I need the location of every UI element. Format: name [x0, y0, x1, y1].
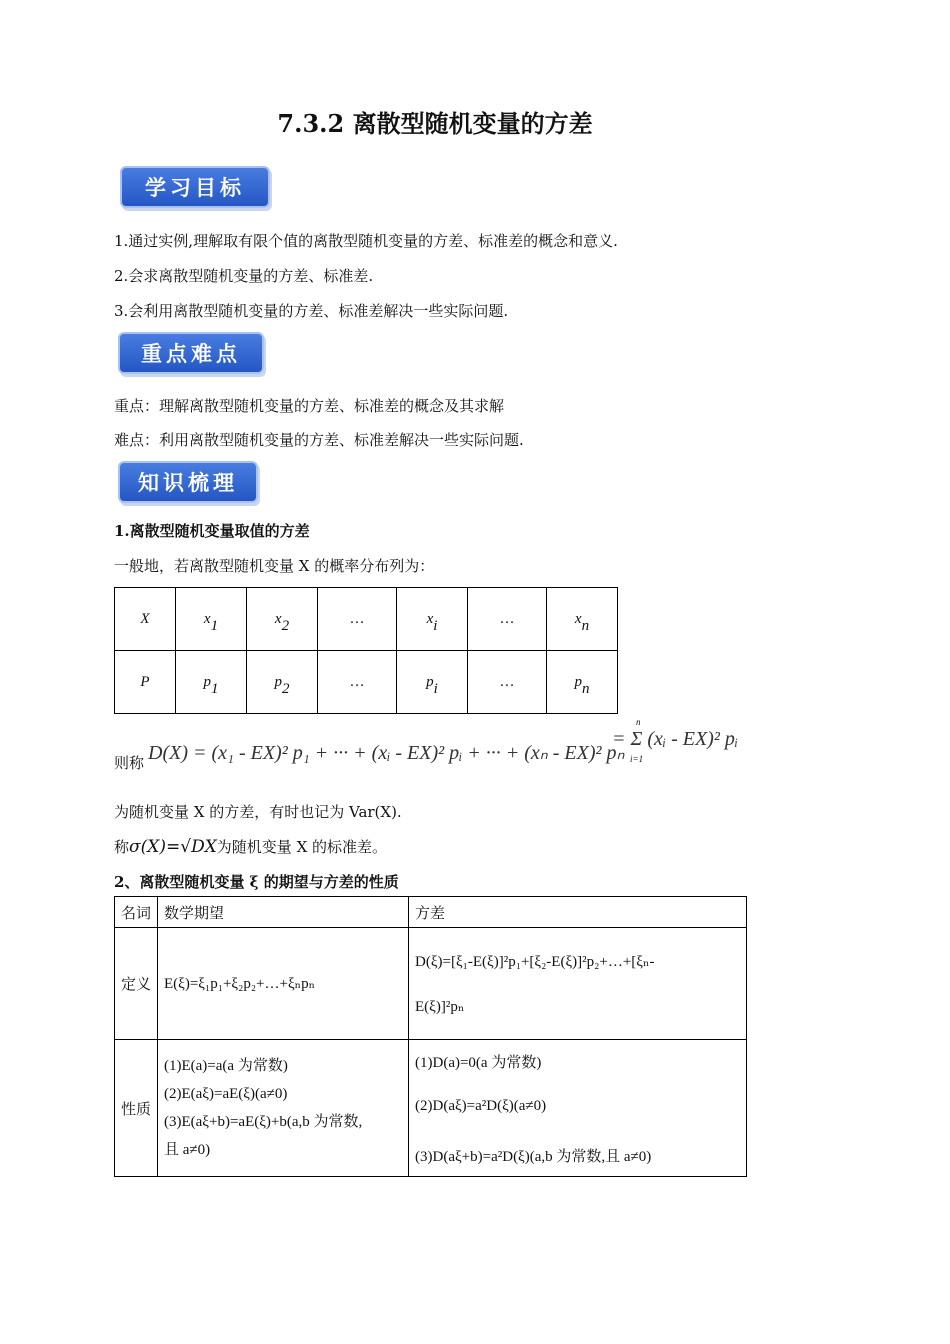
badge-learning-goals: 学习目标	[120, 166, 270, 208]
header-expectation: 数学期望	[158, 897, 409, 928]
table-header-row	[115, 897, 747, 928]
std-prefix: 称	[114, 838, 130, 856]
sum-lower-limit: i=1	[630, 754, 644, 764]
properties-variance: (1)D(a)=0(a 为常数) (2)D(aξ)=a²D(ξ)(a≠0) (3)D(aξ+b)=a²D(ξ)(a,b 为常数,且 a≠0)	[409, 1040, 747, 1177]
goal-3: 3.会利用离散型随机变量的方差、标准差解决一些实际问题.	[114, 302, 509, 320]
definition-variance: D(ξ)=[ξ₁-E(ξ)]²p₁+[ξ₂-E(ξ)]²p₂+…+[ξₙ- E(ξ)]²pₙ	[409, 928, 747, 1040]
cell-p-ellipsis-2: …	[468, 651, 547, 714]
row-label-properties: 性质	[115, 1040, 158, 1177]
table-row-p	[115, 651, 618, 714]
cell-x-ellipsis-1: …	[318, 588, 397, 651]
cell-pi: pi	[397, 651, 468, 714]
row-label-p: P	[115, 651, 176, 714]
std-formula: σ(X)=√DX	[129, 837, 217, 857]
cell-p2: p2	[247, 651, 318, 714]
difficult-point: 难点：利用离散型随机变量的方差、标准差解决一些实际问题.	[114, 431, 524, 449]
row-label-x: X	[115, 588, 176, 651]
table-row-properties	[115, 1040, 747, 1177]
cell-p-ellipsis-1: …	[318, 651, 397, 714]
goal-2: 2.会求离散型随机变量的方差、标准差.	[114, 267, 374, 285]
definition-expectation: E(ξ)=ξ₁p₁+ξ₂p₂+…+ξₙpₙ	[158, 928, 409, 1040]
badge-knowledge-summary: 知识梳理	[118, 461, 258, 503]
distribution-table	[114, 587, 618, 714]
cell-pn: pn	[547, 651, 618, 714]
table-row-definition	[115, 928, 747, 1040]
sum-upper-limit: n	[636, 717, 641, 727]
section1-heading: 1.离散型随机变量取值的方差	[114, 522, 310, 540]
goal-1: 1.通过实例,理解取有限个值的离散型随机变量的方差、标准差的概念和意义.	[114, 232, 618, 250]
variance-sum-formula: = Σ (xᵢ - EX)² pᵢ	[612, 728, 738, 750]
cell-x1: x1	[176, 588, 247, 651]
page-title: 7.3.2 离散型随机变量的方差	[277, 109, 593, 138]
variance-formula: D(X) = (x₁ - EX)² p₁ + ··· + (xᵢ - EX)² pᵢ + ··· + (xₙ - EX)² pₙ	[148, 742, 625, 764]
cell-p1: p1	[176, 651, 247, 714]
cell-x-ellipsis-2: …	[468, 588, 547, 651]
then-call-label: 则称	[114, 754, 145, 772]
header-term: 名词	[115, 897, 158, 928]
std-suffix: 为随机变量 X 的标准差。	[216, 838, 388, 856]
cell-x2: x2	[247, 588, 318, 651]
cell-xn: xn	[547, 588, 618, 651]
section1-intro: 一般地，若离散型随机变量 X 的概率分布列为：	[114, 557, 435, 575]
key-point: 重点：理解离散型随机变量的方差、标准差的概念及其求解	[114, 397, 505, 415]
row-label-definition: 定义	[115, 928, 158, 1040]
properties-expectation: (1)E(a)=a(a 为常数) (2)E(aξ)=aE(ξ)(a≠0) (3)E(aξ+b)=aE(ξ)+b(a,b 为常数, 且 a≠0)	[158, 1040, 409, 1177]
table-row-x	[115, 588, 618, 651]
header-variance: 方差	[409, 897, 747, 928]
properties-table	[114, 896, 747, 1177]
section2-heading: 2、离散型随机变量 ξ 的期望与方差的性质	[114, 873, 399, 891]
variance-note: 为随机变量 X 的方差，有时也记为 Var(X).	[114, 803, 402, 821]
badge-key-points: 重点难点	[118, 332, 264, 374]
cell-xi: xi	[397, 588, 468, 651]
std-line	[114, 836, 387, 857]
